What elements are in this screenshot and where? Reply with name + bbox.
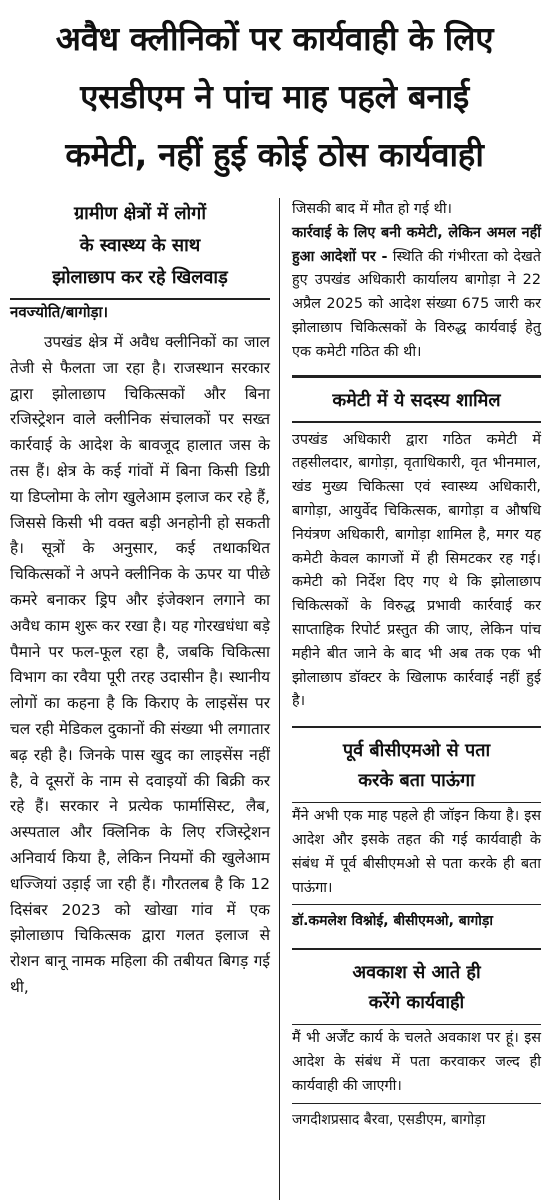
article-body-continued [292,198,541,365]
committee-heading: कमेटी में ये सदस्य शामिल [292,375,541,423]
subheadline-line: ग्रामीण क्षेत्रों में लोगों [74,203,206,224]
quote-heading-line: अवकाश से आते ही [352,962,481,984]
byline-rule [10,298,270,322]
subheadline-line: के स्वास्थ्य के साथ [79,235,201,256]
continuation-text: जिसकी बाद में मौत हो गई थी। [292,201,452,217]
quote-box-bcmo [292,802,541,936]
article-body: उपखंड क्षेत्र में अवैध क्लीनिकों का जाल तेजी से फैलता जा रहा है। राजस्थान सरकार द्वारा झोलाछाप चिकित्सकों और बिना रजिस्ट्रेशन वाले क्लीनिक संचालकों पर सख्त कार्रवाई के आदेश के बावजूद हालात जस के तस हैं। क्षेत्र के कई गांवों में बिना किसी डिग्री या डिप्लोमा के लोग खुलेआम इलाज कर रहे हैं, जिससे किसी भी वक्त बड़ी अनहोनी हो सकती है। सूत्रों के अनुसार, कई तथाकथित चिकित्सकों ने अपने क्लीनिक के ऊपर या पीछे कमरे बनाकर ड्रिप और इंजेक्शन लगाने का अवैध काम शुरू कर रखा है। यह गोरखधंधा बड़े पैमाने पर फल-फूल रहा है, जबकि चिकित्सा विभाग का रवैया पूरी तरह उदासीन है। स्थानीय लोगों का कहना है कि किराए के लाइसेंस पर चल रही मेडिकल दुकानों की संख्या भी लगातार बढ़ रही है। जिनके पास खुद का लाइसेंस नहीं है, वे दूसरों के नाम से दवाइयों की बिक्री कर रहे हैं। सरकार ने प्रत्येक फार्मासिस्ट, लैब, अस्पताल और क्लिनिक के लिए रजिस्ट्रेशन अनिवार्य किया है, लेकिन नियमों की खुलेआम धज्जियां उड़ाई जा रही हैं। गौरतलब है कि 12 दिसंबर 2023 को खोखा गांव में एक झोलाछाप चिकित्सक द्वारा गलत इलाज से रोशन बानू नामक महिला की तबीयत बिगड़ गई थी, [10,333,270,996]
order-paragraph: स्थिति की गंभीरता को देखते हुए उपखंड अधिकारी कार्यालय बागोड़ा ने 22 अप्रैल 2025 को आदेश संख्या 675 जारी कर झोलाछाप चिकित्सकों के विरुद्ध कार्यवाई हेतु एक कमेटी गठित की थी। [292,248,541,360]
quote-text-bcmo: मैंने अभी एक माह पहले ही जॉइन किया है। इस आदेश और इसके तहत की गई कार्यवाही के संबंध में पूर्व बीसीएमओ से पता करके ही बता पाऊंगा। [292,808,541,896]
byline: नवज्योति/बागोड़ा। [10,303,109,321]
committee-paragraph: उपखंड अधिकारी द्वारा गठित कमेटी में तहसीलदार, बागोड़ा, वृताधिकारी, वृत भीनमाल, खंड मुख्य चिकित्सा एवं स्वास्थ्य अधिकारी, बागोड़ा, आयुर्वेद चिकित्सक, बागोड़ा व औषधि नियंत्रण अधिकारी, बागोड़ा शामिल है, मगर यह कमेटी केवल कागजों में ही सिमटकर रह गई। कमेटी को निर्देश दिए गए थे कि झोलाछाप चिकित्सकों के विरुद्ध प्रभावी कार्रवाई कर साप्ताहिक रिपोर्ट प्रस्तुत की जाए, लेकिन पांच महीने बीत जाने के बाद भी अब तक एक भी झोलाछाप डॉक्टर के खिलाफ कार्रवाई नहीं हुई है। [292,431,541,710]
quote-signature-bcmo: डॉ.कमलेश विश्नोई, बीसीएमओ, बागोड़ा [292,904,541,936]
quote-box-sdm [292,1024,541,1134]
subheadline [10,198,270,294]
headline [10,10,539,184]
inline-subhead: कार्रवाई के लिए बनी कमेटी, लेकिन अमल नहीं हुआ आदेशों पर - [292,224,541,265]
headline-line: एसडीएम ने पांच माह पहले बनाई [80,77,469,116]
left-column [10,198,280,1200]
article-columns [10,198,541,1200]
subheadline-line: झोलाछाप कर रहे खिलवाड़ [52,267,228,288]
headline-line: अवैध क्लीनिकों पर कार्यवाही के लिए [55,19,494,58]
quote-heading-sdm [292,948,541,1018]
quote-heading-line: करेंगे कार्यवाही [368,992,465,1014]
quote-text-sdm: मैं भी अर्जेंट कार्य के चलते अवकाश पर हूं। इस आदेश के संबंध में पता करवाकर जल्द ही कार्यवाही की जाएगी। [292,1030,541,1094]
quote-heading-bcmo [292,726,541,796]
quote-signature-sdm: जगदीशप्रसाद बैरवा, एसडीएम, बागोड़ा [292,1103,541,1135]
quote-heading-line: करके बता पाऊंगा [358,770,475,792]
quote-heading-line: पूर्व बीसीएमओ से पता [342,740,491,762]
right-column [280,198,541,1200]
headline-line: कमेटी, नहीं हुई कोई ठोस कार्यवाही [65,135,484,174]
